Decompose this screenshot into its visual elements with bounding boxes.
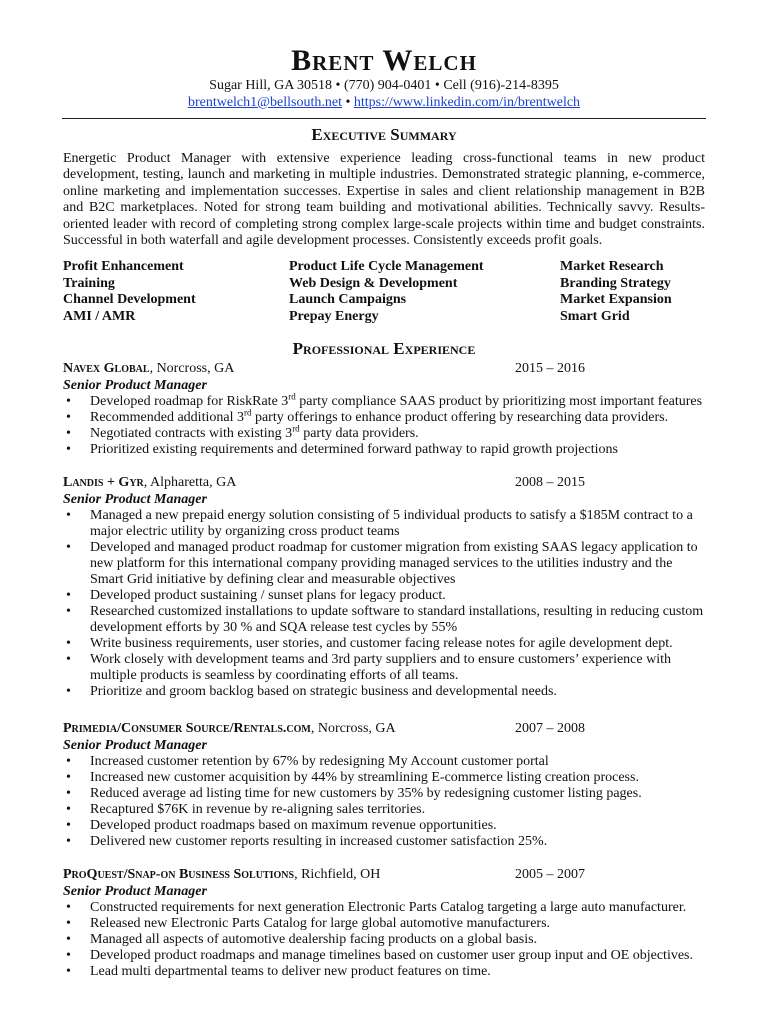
- job-header: [63, 475, 713, 492]
- skill-item: AMI / AMR: [63, 309, 136, 325]
- online-contact-line: [0, 95, 768, 111]
- bullet-item: • Recaptured $76K in revenue by re-aligning sales territories.: [63, 802, 705, 818]
- company-name: Landis + Gyr: [63, 475, 144, 490]
- job-header: [63, 867, 713, 884]
- linkedin-link[interactable]: https://www.linkedin.com/in/brentwelch: [353, 95, 581, 110]
- bullet-item: • Work closely with development teams and 3rd party suppliers and to ensure customers’ experience with multiple products is seamless by coordinating efforts of all teams.: [63, 652, 705, 684]
- job-location: , Alpharetta, GA: [143, 475, 237, 490]
- skill-item: Market Research: [560, 259, 664, 274]
- contact-separator: •: [341, 95, 354, 110]
- job-bullets: [63, 900, 713, 980]
- experience-heading: Professional Experience: [292, 339, 476, 358]
- bullet-item: • Researched customized installations to update software to standard installations, resulting in reducing custom development efforts by 30 % and SQA release test cycles by 55%: [63, 604, 705, 636]
- skill-item: Channel Development: [63, 292, 196, 308]
- skill-item: Product Life Cycle Management: [289, 259, 484, 274]
- job-header: [63, 361, 713, 378]
- job-bullets: [63, 391, 713, 458]
- contact-line: Sugar Hill, GA 30518 • (770) 904-0401 • Cell (916)-214-8395: [209, 78, 559, 93]
- job-dates: 2015 – 2016: [515, 361, 585, 376]
- skill-item: Market Expansion: [560, 292, 672, 308]
- bullet-item: • Negotiated contracts with existing 3rd party data providers.: [63, 426, 705, 442]
- bullet-item: • Developed product sustaining / sunset plans for legacy product.: [63, 588, 705, 604]
- bullet-item: • Recommended additional 3rd party offerings to enhance product offering by researching data providers.: [63, 410, 705, 426]
- job-header: [63, 721, 713, 738]
- summary-text: Energetic Product Manager with extensive experience leading cross-functional teams in new product development, testing, launch and marketing in multiple industries. Demonstrated strategic planning, e-commerce, online marketing and implementation successes. Expertise in sales and client relationship management in B2B and B2C marketplaces. Noted for strong team building and motivational abilities. Technically savvy. Results-oriented leader with record of completing strong complex large-scale projects within time and budget constraints. Successful in both waterfall and agile development processes. Consistently exceeds profit goals.: [63, 151, 705, 249]
- bullet-item: • Write business requirements, user stories, and customer facing release notes for agile development dept.: [63, 636, 705, 652]
- skill-item: Prepay Energy: [289, 309, 379, 325]
- job-entry-landis-gyr: [63, 475, 713, 700]
- job-location: , Norcross, GA: [310, 721, 396, 736]
- bullet-item: • Released new Electronic Parts Catalog for large global automotive manufacturers.: [63, 916, 705, 932]
- email-link[interactable]: brentwelch1@bellsouth.net: [187, 95, 342, 110]
- job-bullets: [63, 508, 713, 700]
- bullet-item: • Developed roadmap for RiskRate 3rd party compliance SAAS product by prioritizing most important features: [63, 394, 705, 410]
- job-title: Senior Product Manager: [63, 378, 207, 393]
- bullet-item: • Delivered new customer reports resulting in increased customer satisfaction 25%.: [63, 834, 705, 850]
- bullet-item: • Increased customer retention by 67% by redesigning My Account customer portal: [63, 754, 705, 770]
- company-name: Navex Global: [63, 361, 150, 376]
- job-location: , Richfield, OH: [294, 867, 381, 882]
- skill-item: Launch Campaigns: [289, 292, 407, 308]
- skill-item: Training: [63, 275, 115, 291]
- skill-item: Smart Grid: [560, 309, 630, 325]
- bullet-item: • Constructed requirements for next generation Electronic Parts Catalog targeting a large auto manufacturer.: [63, 900, 705, 916]
- job-entry-navex: [63, 361, 713, 458]
- job-dates: 2005 – 2007: [515, 867, 585, 882]
- company-name: ProQuest/Snap-on Business Solutions: [63, 867, 295, 882]
- job-title: Senior Product Manager: [63, 738, 207, 753]
- bullet-item: • Developed and managed product roadmap for customer migration from existing SAAS legacy application to new platform for this international company providing managed services to the utilities industry and the Smart Grid initiative by defining clear and measurable objectives: [63, 540, 705, 588]
- bullet-item: • Prioritize and groom backlog based on strategic business and developmental needs.: [63, 684, 705, 700]
- summary-heading: Executive Summary: [311, 125, 457, 144]
- job-title: Senior Product Manager: [63, 492, 207, 507]
- company-name: Primedia/Consumer Source/Rentals.com: [63, 721, 311, 736]
- bullet-item: • Managed a new prepaid energy solution consisting of 5 individual products to satisfy a $185M contract to a major electric utility by organizing cross product teams: [63, 508, 705, 540]
- skills-column-1: [63, 259, 196, 326]
- bullet-item: • Increased new customer acquisition by 44% by streamlining E-commerce listing creation process.: [63, 770, 705, 786]
- bullet-item: • Reduced average ad listing time for new customers by 35% by redesigning customer listing pages.: [63, 786, 705, 802]
- job-dates: 2007 – 2008: [515, 721, 585, 736]
- header-divider: [62, 118, 706, 119]
- job-entry-primedia: [63, 721, 713, 850]
- skills-column-3: [560, 259, 672, 326]
- job-entry-proquest: [63, 867, 713, 980]
- job-dates: 2008 – 2015: [515, 475, 585, 490]
- bullet-item: • Developed product roadmaps and manage timelines based on customer user group input and OE objectives.: [63, 948, 705, 964]
- bullet-item: • Managed all aspects of automotive dealership facing products on a global basis.: [63, 932, 705, 948]
- skill-item: Web Design & Development: [289, 275, 458, 291]
- skills-column-2: [289, 259, 484, 326]
- skill-item: Branding Strategy: [560, 275, 671, 291]
- bullet-item: • Developed product roadmaps based on maximum revenue opportunities.: [63, 818, 705, 834]
- job-title: Senior Product Manager: [63, 884, 207, 899]
- job-bullets: [63, 754, 713, 850]
- skill-item: Profit Enhancement: [63, 259, 184, 274]
- job-location: , Norcross, GA: [149, 361, 235, 376]
- bullet-item: • Prioritized existing requirements and determined forward pathway to rapid growth projections: [63, 442, 705, 458]
- candidate-name: Brent Welch: [291, 44, 477, 77]
- bullet-item: • Lead multi departmental teams to deliver new product features on time.: [63, 964, 705, 980]
